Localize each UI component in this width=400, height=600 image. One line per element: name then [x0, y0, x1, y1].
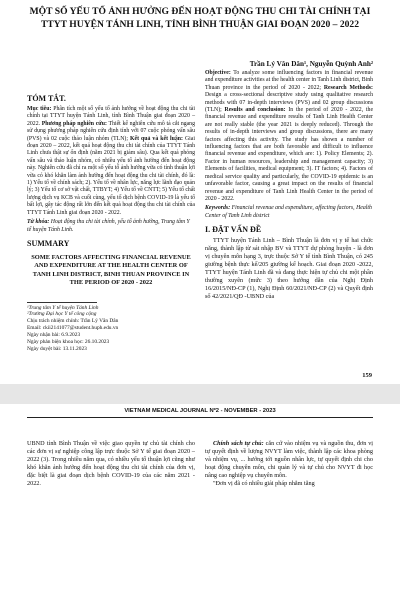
- left-column: [27, 92, 195, 353]
- right-column: [205, 70, 373, 301]
- keywords-label-en: Keywords:: [205, 205, 231, 212]
- paper-title: MỘT SỐ YẾU TỐ ẢNH HƯỞNG ĐẾN HOẠT ĐỘNG THU CHI TÀI CHÍNH TẠI TTYT HUYỆN TÁNH LINH, TỈNH BÌNH THUẬN GIAI ĐOẠN 2020 – 2022: [29, 6, 371, 30]
- footnote-rule: [27, 302, 97, 303]
- methods-label-vn: Phương pháp nghiên cứu:: [41, 120, 107, 127]
- page-separator: [0, 384, 400, 404]
- footnote-accepted: Ngày duyệt bài: 13.11.2023: [27, 345, 87, 352]
- policy-text: căn cứ vào nhiệm vụ và nguồn thu, đơn vị tự quyết định về lượng NVYT làm việc, thành lập các khoa phòng và nhiệm vụ, ... hướng tới nguồn nhân lực, tự quyết định chi cho hoạt động chuyên môn, chi quản lý và tự chủ cho NVYT đi học nâng cao nghiệp vụ chuyên môn.: [205, 440, 374, 479]
- methods-text-en: Design a cross-sectional descriptive study using qualitative research methods with 07 in-depth interviews (PVS) and 02 group discussions (TLN);: [205, 92, 373, 114]
- intro-paragraph: TTYT huyện Tánh Linh – Bình Thuận là đơn vị y tế hai chức năng, thành lập từ sát nhập BV và TTYT dự phòng huyện - là đơn vị chuyên môn hạng 3, trực thuộc Sở Y tế tỉnh Bình Thuận, có 245 giường bệnh thực kế/205 giường kế hoạch. Giai đoạn 2020 -2022, TTYT huyện Tánh Linh đã và đang thực hiện tự chủ chi một phần thường xuyên (mức 3) theo hướng dẫn của Nghị Định 16/2015/NĐ-CP (1), Nghị Định 60/2021/NĐ-CP (2) và Quyết định số 42/2021/QĐ -UBND của: [205, 237, 373, 301]
- keywords-text-en: Financial revenue and expenditure, affecting factors, Health Center of Tanh Linh district: [205, 205, 372, 219]
- objective-text-vn: Phân tích một số yếu tố ảnh hưởng về hoạt động thu chi tài chính tại TTYT huyện Tánh Linh, tỉnh Bình Thuận giai đoạn 2020 – 2022.: [27, 106, 195, 127]
- objective-label-vn: Mục tiêu:: [27, 106, 52, 112]
- page2-right-column: [205, 440, 373, 488]
- footnote-corresponding: Chịu trách nhiệm chính: Trần Lý Văn Dân: [27, 318, 119, 325]
- page2-left-paragraph: UBND tỉnh Bình Thuận về việc giao quyền tự chủ tài chính cho các đơn vị sự nghiệp công lập trực thuộc Sở Y tế giai đoạn 2020 – 2022 (3). Trong nhiều năm qua, có nhiều yếu tố thuận lợi cũng như khó khăn ảnh hưởng đến hoạt động thu chi tài chính của đơn vị, đặc biệt là giai đoạn dịch bệnh COVID-19 của các năm 2021 - 2022.: [27, 440, 195, 487]
- vn-abstract-heading: TÓM TẮT.: [27, 94, 66, 103]
- intro-heading: I. ĐẶT VẤN ĐỀ: [205, 225, 262, 235]
- footnote-received: Ngày nhận bài: 6.9.2023: [27, 332, 81, 339]
- footnote-affiliation-2: ²Trường Đại học Y tế công cộng: [27, 311, 97, 318]
- journal-header-rule: [27, 417, 373, 418]
- policy-lead: Chính sách tự chủ:: [213, 440, 264, 447]
- results-text-en: In the period of 2020 - 2022, the financial revenue and expenditure results of Tanh Linh Health Center are not really stable (the year 2021 is deeply reduced). Through the results of in-depth interviews and group discussions, there are many factors affecting this activity. The study has shown a number of influencing factors that are both favorable and difficult to influence financial revenue and expenditure, which are: 1). Policy Elements; 2). Factor in human resources, leadership and management capacity; 3) Elements of facilities, medical equipment; 3). IT factors; 4). Factors of medical service quality and particularly, the COVID-19 epidemic is an unfavorable factor, causing a great impact on the results of financial revenue and expenditure of Tanh Linh Health Center in the period of 2020 - 2022.: [205, 107, 374, 202]
- vn-abstract: [27, 106, 195, 217]
- page-number: 159: [362, 372, 372, 379]
- objective-text-en: To analyze some influencing factors in financial revenue and expenditure activities at the health center in Tanh Linh district, Binh Thuan province in the period of 2020 - 2022;: [205, 70, 373, 91]
- footnote-email: Email: ckii2141077@student.huph.edu.vn: [27, 325, 119, 332]
- results-text-vn: Giai đoạn 2020 – 2022, kết quả hoạt động thu chi tài chính của TTYT Tánh Linh chưa thật sự ổn định (năm 2021 bị giảm sâu). Qua kết quả phỏng vấn sâu và thảo luận nhóm, có nhiều yếu tố ảnh hưởng đến hoạt động này. Nghiên cứu đã chỉ ra một số yếu tố ảnh hưởng vừa có tính thuận lợi vừa có khó khăn làm ảnh hưởng đến hoạt động thu chi tài chính, đó là: 1) Yếu tố về chính sách; 2). Yếu tố về nhân lực, năng lực lãnh đạo quản lý; 3) Yếu tố cơ sở vật chất, TTBYT; 4) Yếu tố về CNTT; 5) Yếu tố chất lượng dịch vụ KCB và cuối cùng, yếu tố dịch bệnh COVID-19 là yếu tố bất lợi, gây tác động rất lớn đến kết quả hoạt động thu chi tài chính của TTYT Tánh Linh giai đoạn 2020 - 2022.: [27, 135, 195, 216]
- summary-heading: SUMMARY: [27, 238, 70, 248]
- results-label-en: Results and conclusion:: [224, 107, 286, 114]
- footnote-reviewed: Ngày phản biện khoa học: 26.10.2023: [27, 339, 110, 346]
- keywords-text-vn: Hoạt động thu chi tài chính, yếu tố ảnh hưởng, Trung tâm Y tế huyện Tánh Linh.: [27, 219, 190, 233]
- journal-header: VIETNAM MEDICAL JOURNAL Nº2 - NOVEMBER - 2023: [124, 408, 276, 414]
- objective-label-en: Objective:: [205, 70, 231, 76]
- page2-right-paragraph-2: "Đơn vị đã có nhiều giải pháp nhằm tăng: [213, 480, 315, 487]
- english-title: SOME FACTORS AFFECTING FINANCIAL REVENUE AND EXPENDITURE AT THE HEALTH CENTER OF TANH LINH DISTRICT, BINH THUAN PROVINCE IN THE PERIOD OF 2020 - 2022: [31, 253, 191, 287]
- keywords-label-vn: Từ khóa:: [27, 219, 50, 226]
- authors: Trần Lý Văn Dân¹, Nguyễn Quỳnh Anh²: [249, 60, 373, 68]
- footnote-affiliation-1: ¹Trung tâm Y tế huyện Tánh Linh: [27, 304, 99, 311]
- keywords-vn: [27, 219, 195, 234]
- results-label-vn: Kết quả và kết luận:: [129, 135, 183, 142]
- en-abstract: [205, 70, 373, 203]
- footnotes: [27, 302, 195, 353]
- keywords-en: [205, 205, 373, 220]
- methods-text-vn: Thiết kế nghiên cứu mô tả cắt ngang sử dụng phương pháp nghiên cứu định tính với 07 cuộc phỏng vấn sâu (PVS) và 02 cuộc thảo luận nhóm (TLN);: [27, 120, 195, 142]
- page2-left-column: [27, 440, 195, 488]
- page2-right-paragraph: [205, 440, 373, 480]
- methods-label-en: Research Methods:: [323, 84, 373, 91]
